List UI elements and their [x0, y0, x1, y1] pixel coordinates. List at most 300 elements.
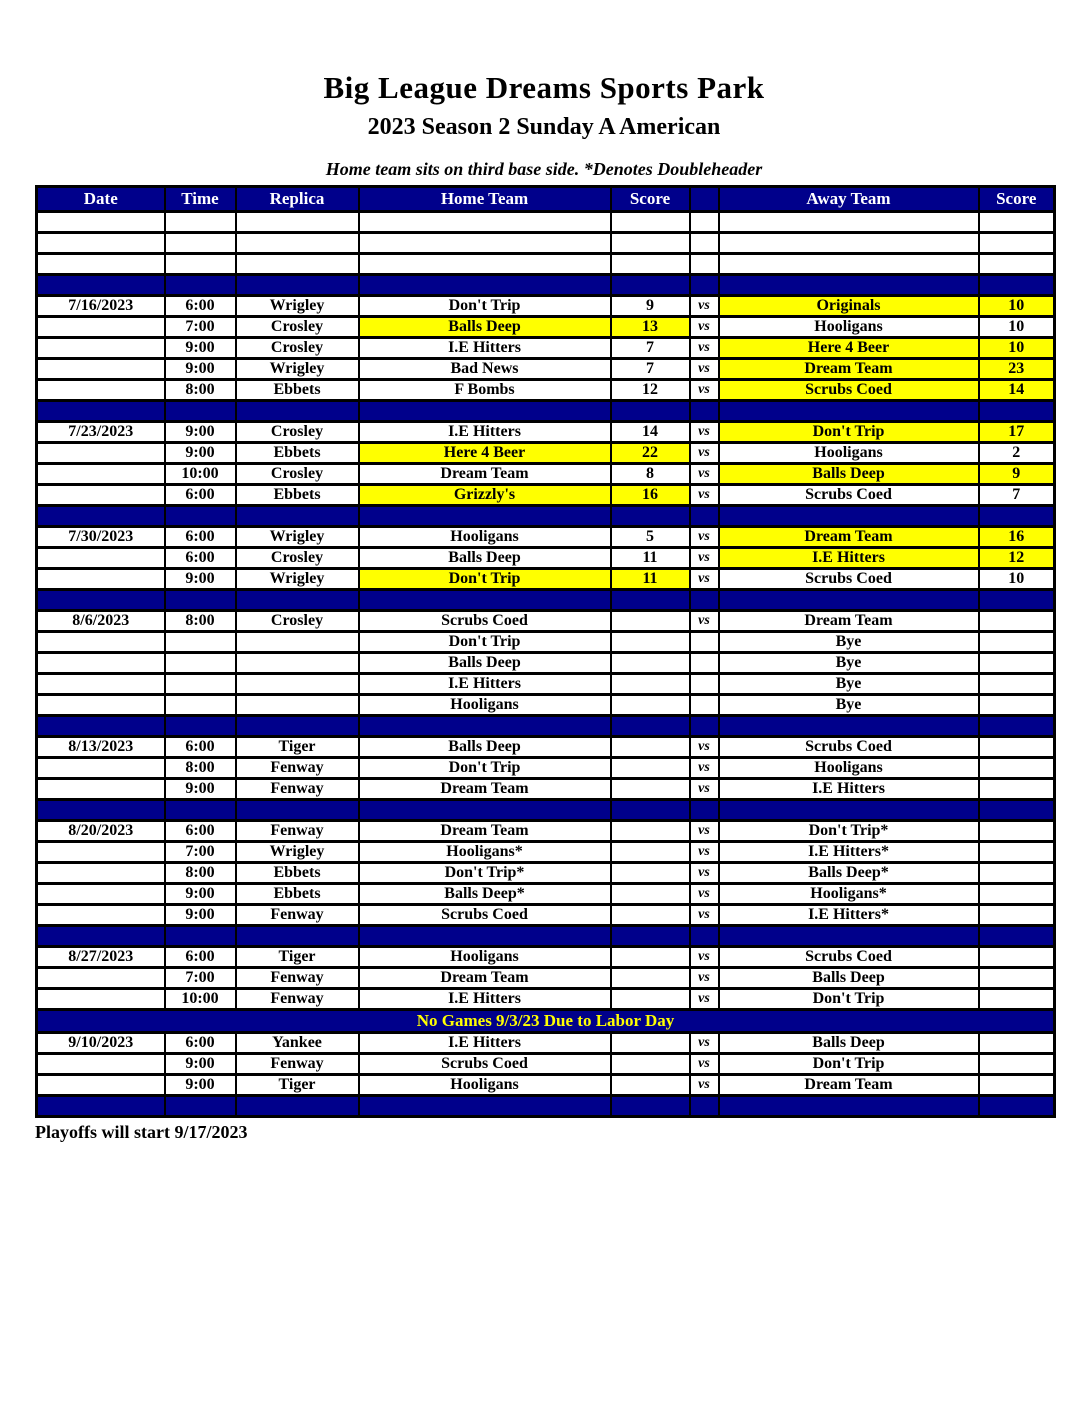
vs-cell: [690, 506, 719, 527]
replica-cell: Crosley: [236, 422, 359, 443]
game-row: [37, 989, 1055, 1010]
game-row: [37, 464, 1055, 485]
separator-row: [37, 800, 1055, 821]
time-cell: [165, 275, 236, 296]
away-team-cell: Dream Team: [719, 527, 979, 548]
time-cell: [165, 212, 236, 233]
home-score-cell: 9: [611, 296, 690, 317]
game-row: [37, 842, 1055, 863]
home-score-cell: 13: [611, 317, 690, 338]
replica-cell: Wrigley: [236, 359, 359, 380]
separator-row: [37, 590, 1055, 611]
away-score-cell: 10: [979, 569, 1055, 590]
away-team-cell: [719, 716, 979, 737]
home-team-cell: I.E Hitters: [359, 1033, 611, 1054]
away-score-cell: [979, 275, 1055, 296]
replica-cell: [236, 506, 359, 527]
away-team-cell: Balls Deep: [719, 1033, 979, 1054]
home-team-cell: [359, 506, 611, 527]
home-team-cell: [359, 254, 611, 275]
home-score-cell: [611, 905, 690, 926]
game-row: [37, 569, 1055, 590]
schedule-table: [35, 185, 1056, 1118]
separator-row: [37, 275, 1055, 296]
vs-cell: [690, 716, 719, 737]
replica-cell: [236, 275, 359, 296]
home-team-cell: [359, 233, 611, 254]
vs-cell: vs: [690, 821, 719, 842]
page-title: Big League Dreams Sports Park: [323, 70, 765, 105]
away-team-cell: Hooligans: [719, 758, 979, 779]
column-header-blank: [690, 187, 719, 212]
home-team-cell: Hooligans: [359, 695, 611, 716]
vs-cell: [690, 674, 719, 695]
date-cell: [37, 779, 165, 800]
home-score-cell: 5: [611, 527, 690, 548]
time-cell: [165, 926, 236, 947]
time-cell: 9:00: [165, 569, 236, 590]
replica-cell: Crosley: [236, 338, 359, 359]
game-row: [37, 422, 1055, 443]
away-team-cell: Here 4 Beer: [719, 338, 979, 359]
vs-cell: [690, 590, 719, 611]
away-team-cell: Dream Team: [719, 1075, 979, 1096]
date-cell: [37, 275, 165, 296]
time-cell: 8:00: [165, 611, 236, 632]
column-header-replica: Replica: [236, 187, 359, 212]
away-team-cell: Bye: [719, 674, 979, 695]
home-team-cell: Don't Trip*: [359, 863, 611, 884]
date-cell: [37, 716, 165, 737]
replica-cell: Ebbets: [236, 380, 359, 401]
home-team-cell: [359, 926, 611, 947]
home-team-cell: Scrubs Coed: [359, 1054, 611, 1075]
replica-cell: Crosley: [236, 317, 359, 338]
game-row: [37, 653, 1055, 674]
time-cell: [165, 716, 236, 737]
replica-cell: Ebbets: [236, 863, 359, 884]
date-cell: [37, 212, 165, 233]
time-cell: 9:00: [165, 1054, 236, 1075]
time-cell: [165, 695, 236, 716]
home-team-cell: Hooligans*: [359, 842, 611, 863]
date-cell: [37, 800, 165, 821]
home-score-cell: [611, 1054, 690, 1075]
away-team-cell: Dream Team: [719, 359, 979, 380]
vs-cell: vs: [690, 548, 719, 569]
away-team-cell: [719, 254, 979, 275]
away-score-cell: 10: [979, 317, 1055, 338]
home-team-cell: [359, 590, 611, 611]
away-team-cell: Scrubs Coed: [719, 380, 979, 401]
away-team-cell: Balls Deep*: [719, 863, 979, 884]
away-score-cell: [979, 1075, 1055, 1096]
game-row: [37, 1075, 1055, 1096]
home-team-cell: Here 4 Beer: [359, 443, 611, 464]
date-cell: [37, 590, 165, 611]
vs-cell: vs: [690, 338, 719, 359]
home-score-cell: [611, 1075, 690, 1096]
home-score-cell: [611, 506, 690, 527]
away-team-cell: Scrubs Coed: [719, 485, 979, 506]
home-score-cell: [611, 275, 690, 296]
time-cell: 10:00: [165, 989, 236, 1010]
away-score-cell: [979, 674, 1055, 695]
away-score-cell: [979, 842, 1055, 863]
separator-row: [37, 926, 1055, 947]
away-score-cell: [979, 989, 1055, 1010]
time-cell: [165, 653, 236, 674]
replica-cell: Yankee: [236, 1033, 359, 1054]
time-cell: 7:00: [165, 968, 236, 989]
home-score-cell: [611, 1033, 690, 1054]
away-team-cell: Balls Deep: [719, 968, 979, 989]
away-team-cell: [719, 1096, 979, 1117]
away-score-cell: 9: [979, 464, 1055, 485]
game-row: [37, 485, 1055, 506]
away-team-cell: Bye: [719, 695, 979, 716]
away-team-cell: [719, 233, 979, 254]
away-score-cell: 2: [979, 443, 1055, 464]
away-score-cell: 23: [979, 359, 1055, 380]
vs-cell: [690, 800, 719, 821]
away-team-cell: I.E Hitters: [719, 548, 979, 569]
home-score-cell: [611, 1096, 690, 1117]
time-cell: 6:00: [165, 485, 236, 506]
away-team-cell: [719, 212, 979, 233]
playoffs-note: Playoffs will start 9/17/2023: [35, 1122, 248, 1142]
home-team-cell: [359, 716, 611, 737]
away-score-cell: 16: [979, 527, 1055, 548]
date-cell: [37, 359, 165, 380]
game-row: [37, 296, 1055, 317]
vs-cell: vs: [690, 905, 719, 926]
time-cell: 6:00: [165, 296, 236, 317]
replica-cell: Fenway: [236, 758, 359, 779]
game-row: [37, 611, 1055, 632]
away-score-cell: [979, 1054, 1055, 1075]
home-team-cell: Don't Trip: [359, 296, 611, 317]
replica-cell: Tiger: [236, 947, 359, 968]
game-row: [37, 674, 1055, 695]
column-header-away-team: Away Team: [719, 187, 979, 212]
home-score-cell: [611, 611, 690, 632]
date-cell: [37, 674, 165, 695]
away-team-cell: Hooligans: [719, 443, 979, 464]
date-cell: [37, 485, 165, 506]
vs-cell: vs: [690, 737, 719, 758]
time-cell: [165, 401, 236, 422]
away-team-cell: Hooligans: [719, 317, 979, 338]
game-row: [37, 905, 1055, 926]
home-score-cell: [611, 716, 690, 737]
date-cell: [37, 464, 165, 485]
away-score-cell: 12: [979, 548, 1055, 569]
game-row: [37, 443, 1055, 464]
game-row: [37, 758, 1055, 779]
away-score-cell: [979, 947, 1055, 968]
away-score-cell: [979, 401, 1055, 422]
away-team-cell: [719, 401, 979, 422]
date-cell: 8/13/2023: [37, 737, 165, 758]
home-team-cell: Hooligans: [359, 947, 611, 968]
time-cell: 6:00: [165, 548, 236, 569]
date-cell: 8/6/2023: [37, 611, 165, 632]
home-team-cell: Balls Deep: [359, 737, 611, 758]
away-score-cell: 17: [979, 422, 1055, 443]
away-score-cell: [979, 926, 1055, 947]
date-cell: [37, 884, 165, 905]
home-team-cell: Scrubs Coed: [359, 905, 611, 926]
time-cell: [165, 506, 236, 527]
replica-cell: Wrigley: [236, 842, 359, 863]
time-cell: [165, 590, 236, 611]
home-team-cell: Bad News: [359, 359, 611, 380]
date-cell: 7/30/2023: [37, 527, 165, 548]
replica-cell: Crosley: [236, 611, 359, 632]
game-row: [37, 695, 1055, 716]
away-score-cell: [979, 779, 1055, 800]
home-team-cell: Grizzly's: [359, 485, 611, 506]
game-row: [37, 1054, 1055, 1075]
date-cell: 8/20/2023: [37, 821, 165, 842]
home-score-cell: [611, 401, 690, 422]
away-team-cell: I.E Hitters: [719, 779, 979, 800]
away-team-cell: [719, 506, 979, 527]
away-score-cell: [979, 233, 1055, 254]
date-cell: [37, 380, 165, 401]
date-cell: [37, 653, 165, 674]
time-cell: 7:00: [165, 317, 236, 338]
game-row: [37, 317, 1055, 338]
away-team-cell: Hooligans*: [719, 884, 979, 905]
vs-cell: [690, 254, 719, 275]
date-cell: [37, 401, 165, 422]
home-score-cell: 16: [611, 485, 690, 506]
vs-cell: vs: [690, 779, 719, 800]
game-row: [37, 1033, 1055, 1054]
home-score-cell: 22: [611, 443, 690, 464]
away-score-cell: [979, 1033, 1055, 1054]
away-score-cell: 10: [979, 296, 1055, 317]
date-cell: [37, 569, 165, 590]
away-score-cell: [979, 758, 1055, 779]
away-team-cell: Don't Trip: [719, 989, 979, 1010]
replica-cell: [236, 695, 359, 716]
column-header-time: Time: [165, 187, 236, 212]
replica-cell: [236, 233, 359, 254]
away-team-cell: Originals: [719, 296, 979, 317]
home-team-cell: I.E Hitters: [359, 674, 611, 695]
home-score-cell: 8: [611, 464, 690, 485]
date-cell: [37, 1096, 165, 1117]
time-cell: [165, 800, 236, 821]
time-cell: 8:00: [165, 758, 236, 779]
replica-cell: Fenway: [236, 821, 359, 842]
home-score-cell: [611, 884, 690, 905]
home-score-cell: 11: [611, 548, 690, 569]
home-team-cell: Don't Trip: [359, 569, 611, 590]
away-score-cell: [979, 1096, 1055, 1117]
away-score-cell: [979, 821, 1055, 842]
game-row: [37, 821, 1055, 842]
home-score-cell: [611, 653, 690, 674]
away-score-cell: 7: [979, 485, 1055, 506]
game-row: [37, 863, 1055, 884]
date-cell: [37, 548, 165, 569]
vs-cell: vs: [690, 842, 719, 863]
date-cell: [37, 863, 165, 884]
home-score-cell: 12: [611, 380, 690, 401]
vs-cell: [690, 695, 719, 716]
home-score-cell: [611, 737, 690, 758]
away-team-cell: I.E Hitters*: [719, 905, 979, 926]
blank-row: [37, 233, 1055, 254]
time-cell: 6:00: [165, 821, 236, 842]
game-row: [37, 338, 1055, 359]
away-score-cell: [979, 884, 1055, 905]
replica-cell: [236, 800, 359, 821]
away-team-cell: Scrubs Coed: [719, 737, 979, 758]
home-team-cell: Don't Trip: [359, 758, 611, 779]
time-cell: 9:00: [165, 338, 236, 359]
replica-cell: [236, 716, 359, 737]
date-cell: [37, 695, 165, 716]
date-cell: [37, 926, 165, 947]
vs-cell: [690, 275, 719, 296]
date-cell: [37, 968, 165, 989]
home-score-cell: [611, 254, 690, 275]
vs-cell: vs: [690, 758, 719, 779]
away-team-cell: [719, 800, 979, 821]
vs-cell: [690, 926, 719, 947]
home-score-cell: 11: [611, 569, 690, 590]
column-header-home-team: Home Team: [359, 187, 611, 212]
date-cell: [37, 254, 165, 275]
away-team-cell: Balls Deep: [719, 464, 979, 485]
date-cell: [37, 1075, 165, 1096]
away-team-cell: Don't Trip*: [719, 821, 979, 842]
replica-cell: Wrigley: [236, 527, 359, 548]
vs-cell: vs: [690, 989, 719, 1010]
game-row: [37, 968, 1055, 989]
vs-cell: vs: [690, 527, 719, 548]
home-team-cell: Dream Team: [359, 779, 611, 800]
replica-cell: Wrigley: [236, 296, 359, 317]
home-score-cell: [611, 926, 690, 947]
table-header-row: [37, 187, 1055, 212]
home-team-cell: Hooligans: [359, 527, 611, 548]
home-score-cell: [611, 590, 690, 611]
replica-cell: Fenway: [236, 905, 359, 926]
replica-cell: [236, 653, 359, 674]
time-cell: 6:00: [165, 527, 236, 548]
away-score-cell: [979, 695, 1055, 716]
column-header-score: Score: [979, 187, 1055, 212]
home-score-cell: 7: [611, 338, 690, 359]
vs-cell: [690, 653, 719, 674]
away-score-cell: [979, 212, 1055, 233]
replica-cell: Ebbets: [236, 443, 359, 464]
time-cell: 9:00: [165, 443, 236, 464]
labor-day-banner: No Games 9/3/23 Due to Labor Day: [37, 1010, 1055, 1033]
date-cell: [37, 443, 165, 464]
replica-cell: Ebbets: [236, 485, 359, 506]
time-cell: 9:00: [165, 1075, 236, 1096]
time-cell: 8:00: [165, 380, 236, 401]
away-score-cell: [979, 254, 1055, 275]
home-score-cell: [611, 779, 690, 800]
home-score-cell: [611, 968, 690, 989]
away-score-cell: [979, 632, 1055, 653]
home-team-cell: I.E Hitters: [359, 989, 611, 1010]
home-score-cell: 14: [611, 422, 690, 443]
home-team-cell: I.E Hitters: [359, 422, 611, 443]
home-team-cell: Scrubs Coed: [359, 611, 611, 632]
game-row: [37, 947, 1055, 968]
game-row: [37, 779, 1055, 800]
home-team-cell: I.E Hitters: [359, 338, 611, 359]
away-team-cell: [719, 590, 979, 611]
vs-cell: vs: [690, 1054, 719, 1075]
date-cell: [37, 632, 165, 653]
vs-cell: vs: [690, 884, 719, 905]
time-cell: 9:00: [165, 779, 236, 800]
away-score-cell: 10: [979, 338, 1055, 359]
away-score-cell: [979, 611, 1055, 632]
away-score-cell: [979, 905, 1055, 926]
game-row: [37, 737, 1055, 758]
replica-cell: Crosley: [236, 548, 359, 569]
vs-cell: [690, 212, 719, 233]
replica-cell: [236, 632, 359, 653]
replica-cell: Fenway: [236, 989, 359, 1010]
game-row: [37, 884, 1055, 905]
away-score-cell: [979, 506, 1055, 527]
date-cell: [37, 233, 165, 254]
game-row: [37, 548, 1055, 569]
home-score-cell: [611, 758, 690, 779]
replica-cell: [236, 926, 359, 947]
time-cell: [165, 1096, 236, 1117]
vs-cell: [690, 233, 719, 254]
home-team-cell: [359, 401, 611, 422]
home-score-cell: [611, 800, 690, 821]
home-score-cell: [611, 863, 690, 884]
time-cell: 6:00: [165, 947, 236, 968]
time-cell: [165, 632, 236, 653]
separator-row: [37, 506, 1055, 527]
table-body: [37, 212, 1055, 1117]
separator-row: [37, 1096, 1055, 1117]
home-score-cell: [611, 695, 690, 716]
home-team-cell: Dream Team: [359, 464, 611, 485]
time-cell: [165, 233, 236, 254]
replica-cell: [236, 212, 359, 233]
vs-cell: vs: [690, 485, 719, 506]
time-cell: 9:00: [165, 422, 236, 443]
replica-cell: Tiger: [236, 1075, 359, 1096]
vs-cell: vs: [690, 464, 719, 485]
away-team-cell: [719, 275, 979, 296]
vs-cell: [690, 632, 719, 653]
time-cell: [165, 254, 236, 275]
home-team-cell: [359, 1096, 611, 1117]
replica-cell: [236, 254, 359, 275]
time-cell: 9:00: [165, 884, 236, 905]
time-cell: 6:00: [165, 1033, 236, 1054]
banner-row: [37, 1010, 1055, 1033]
